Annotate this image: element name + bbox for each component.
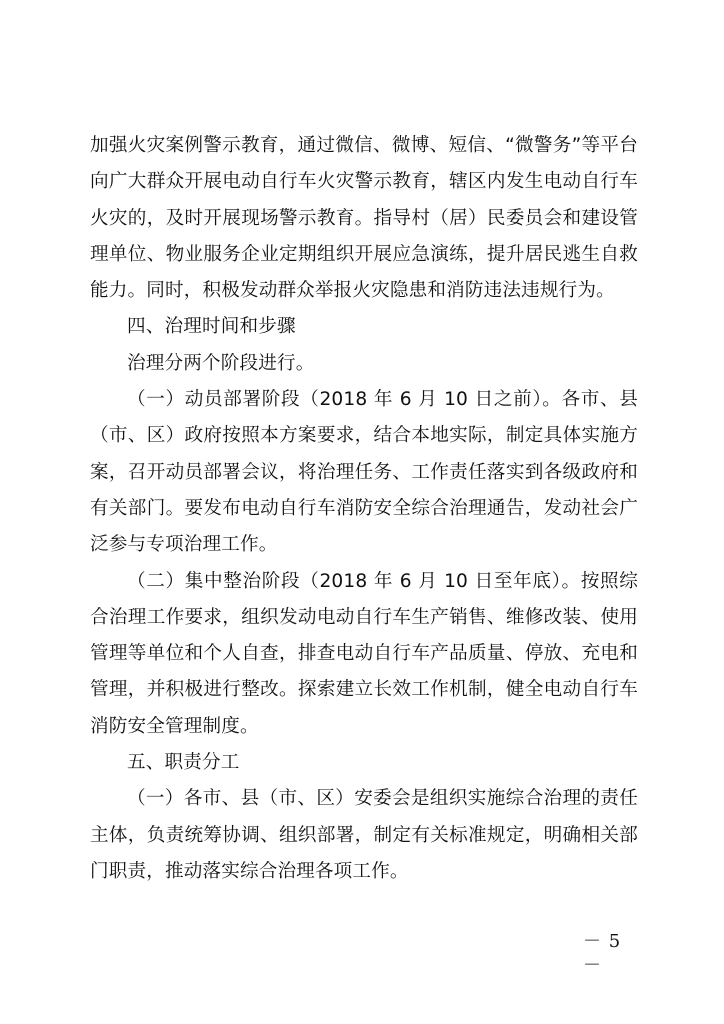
paragraph-fire-warning-education: 加强火灾案例警示教育，通过微信、微博、短信、“微警务”等平台向广大群众开展电动自行车火灾警示教育，辖区内发生电动自行车火灾的，及时开展现场警示教育。指导村（居）民委员会和建设管理单位、物业服务企业定期组织开展应急演练，提升居民逃生自救能力。同时，积极发动群众举报火灾隐患和消防违法违规行为。: [90, 135, 638, 302]
page-number: － 5 －: [583, 931, 622, 976]
document-body: [90, 128, 638, 890]
section-heading-schedule-steps: 四、治理时间和步骤: [127, 316, 296, 338]
paragraph-mobilization-stage: （一）动员部署阶段（2018 年 6 月 10 日之前）。各市、县（市、区）政府按照本方案要求，结合本地实际，制定具体实施方案，召开动员部署会议，将治理任务、工作责任落实到各级政府和有关部门。要发布电动自行车消防安全综合治理通告，发动社会广泛参与专项治理工作。: [90, 389, 638, 556]
section-heading-responsibilities: 五、职责分工: [127, 752, 240, 774]
paragraph-two-stages: 治理分两个阶段进行。: [127, 352, 315, 374]
paragraph-safety-committee-responsibility: （一）各市、县（市、区）安委会是组织实施综合治理的责任主体，负责统筹协调、组织部署，制定有关标准规定，明确相关部门职责，推动落实综合治理各项工作。: [90, 788, 638, 882]
paragraph-concentrated-rectification-stage: （二）集中整治阶段（2018 年 6 月 10 日至年底）。按照综合治理工作要求，组织发动电动自行车生产销售、维修改装、使用管理等单位和个人自查，排查电动自行车产品质量、停放、充电和管理，并积极进行整改。探索建立长效工作机制，健全电动自行车消防安全管理制度。: [90, 570, 638, 737]
